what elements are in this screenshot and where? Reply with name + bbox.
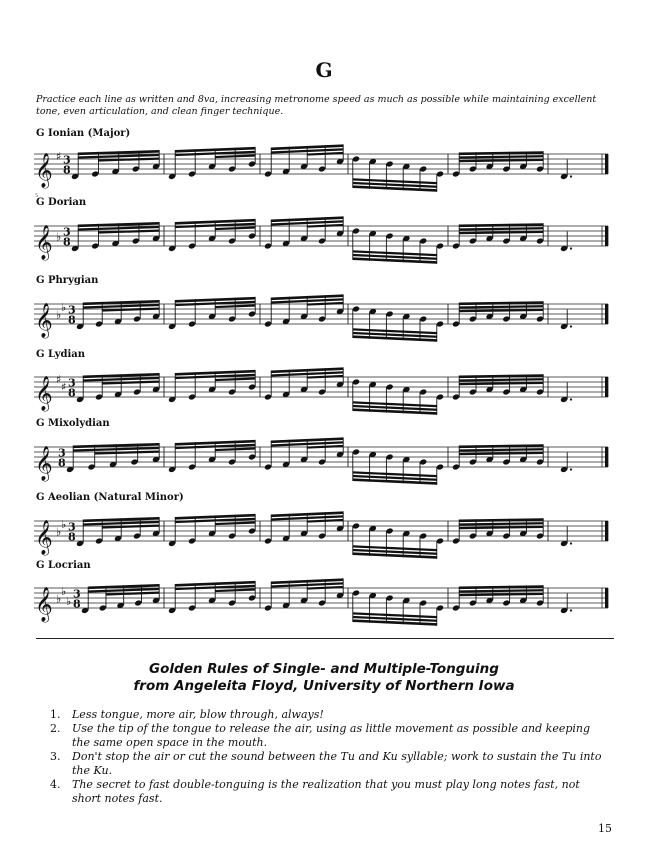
time-signature-top: 3 [68,376,76,390]
page-number: 15 [598,822,612,835]
beam-tertiary [102,525,159,529]
golden-rules-title-line1: Golden Rules of Single- and Multiple-Tonguing [149,661,499,677]
scale-label-aeolian: G Aeolian (Natural Minor) [36,492,184,503]
golden-rule-item [50,778,610,806]
beam-tertiary [106,592,159,596]
staff-dorian [30,212,620,266]
augmentation-dot [570,468,572,470]
rule-text: The secret to fast double-tonguing is the realization that you must play long notes fast, not short notes fast. [72,778,580,805]
time-signature-top: 3 [68,303,76,317]
final-barline [605,154,608,174]
flat-icon: ♭ [66,595,72,608]
time-signature-top: 3 [68,520,76,534]
beam-secondary [459,378,543,381]
beam [459,444,543,448]
beam [459,301,543,305]
augmentation-dot [570,325,572,327]
beam [459,585,543,589]
rule-number: 3. [50,750,61,763]
beam-secondary [459,305,543,308]
scale-label-locrian: G Locrian [36,560,91,571]
section-divider [36,638,614,639]
page-title: G [315,58,333,82]
augmentation-dot [570,542,572,544]
rule-number: 1. [50,708,61,721]
beam-tertiary [102,381,159,385]
beam-secondary [459,227,543,230]
staff-aeolian [30,507,620,561]
time-signature-bottom: 8 [63,163,71,177]
flat-icon: ♭ [56,308,62,322]
augmentation-dot [570,247,572,249]
practice-instructions: Practice each line as written and 8va, increasing metronome speed as much as possible while maintaining excellent tone, even articulation, and clean finger technique. [36,94,597,117]
flat-icon: ♭ [56,525,62,539]
treble-clef-icon: 𝄞 [35,153,53,188]
flat-icon: ♭ [56,592,62,606]
treble-clef-icon: 𝄞 [35,376,53,411]
sharp-icon: ♯ [56,150,62,163]
golden-rule-item [50,750,610,778]
golden-rules-title-line2: from Angeleita Floyd, University of Northern Iowa [133,678,515,694]
beam-tertiary [98,158,159,162]
treble-clef-icon: 𝄞 [35,446,53,481]
beam [459,374,543,378]
scale-label-lydian: G Lydian [36,349,86,360]
final-barline [605,377,608,397]
staff-ionian [30,140,620,194]
staff-lydian [30,363,620,417]
augmentation-dot [570,175,572,177]
final-barline [605,521,608,541]
sharp-icon: ♯ [61,380,67,394]
beam-secondary [459,448,543,451]
staff-phrygian [30,290,620,344]
staff-mixolydian [30,433,620,487]
augmentation-dot [570,398,572,400]
beam-secondary [459,155,543,158]
treble-clef-icon: 𝄞 [35,225,53,260]
flat-icon: ♭ [56,230,62,244]
beam [459,518,543,522]
treble-clef-icon: 𝄞 [35,520,53,555]
golden-rules-title [0,661,648,695]
time-signature-bottom: 8 [68,530,76,544]
final-barline [605,226,608,246]
beam-tertiary [95,451,160,455]
rule-text: Don't stop the air or cut the sound between the Tu and Ku syllable; work to sustain the Tu into the Ku. [72,750,602,777]
flat-icon: ♭ [61,518,67,531]
golden-rule-item [50,722,610,750]
scale-label-ionian: G Ionian (Major) [36,128,131,139]
rule-text: Less tongue, more air, blow through, always! [72,708,324,721]
time-signature-top: 3 [63,153,71,167]
time-signature-bottom: 8 [68,386,76,400]
time-signature-bottom: 8 [58,456,66,470]
beam-tertiary [102,308,159,312]
small-mark: 5 [35,193,39,199]
time-signature-bottom: 8 [68,313,76,327]
beam-tertiary [98,230,159,234]
beam [459,151,543,155]
time-signature-top: 3 [58,446,66,460]
beam [459,223,543,227]
final-barline [605,588,608,608]
beam-secondary [459,589,543,592]
time-signature-bottom: 8 [73,597,81,611]
golden-rules-list [50,708,610,806]
rule-number: 2. [50,722,61,735]
rule-text: Use the tip of the tongue to release the air, using as little movement as possible and keeping the same open space in the mouth. [72,722,591,749]
golden-rule-item [50,708,610,722]
scale-label-phrygian: G Phrygian [36,275,99,286]
flat-icon: ♭ [61,301,67,314]
scale-label-mixolydian: G Mixolydian [36,418,110,429]
staff-locrian [30,574,620,628]
augmentation-dot [570,609,572,611]
treble-clef-icon: 𝄞 [35,587,53,622]
rule-number: 4. [50,778,61,791]
time-signature-bottom: 8 [63,235,71,249]
time-signature-top: 3 [73,587,81,601]
final-barline [605,447,608,467]
time-signature-top: 3 [63,225,71,239]
beam-secondary [459,522,543,525]
flat-icon: ♭ [61,585,67,598]
scale-label-dorian: G Dorian [36,197,87,208]
final-barline [605,304,608,324]
treble-clef-icon: 𝄞 [35,303,53,338]
sharp-icon: ♯ [56,373,62,386]
